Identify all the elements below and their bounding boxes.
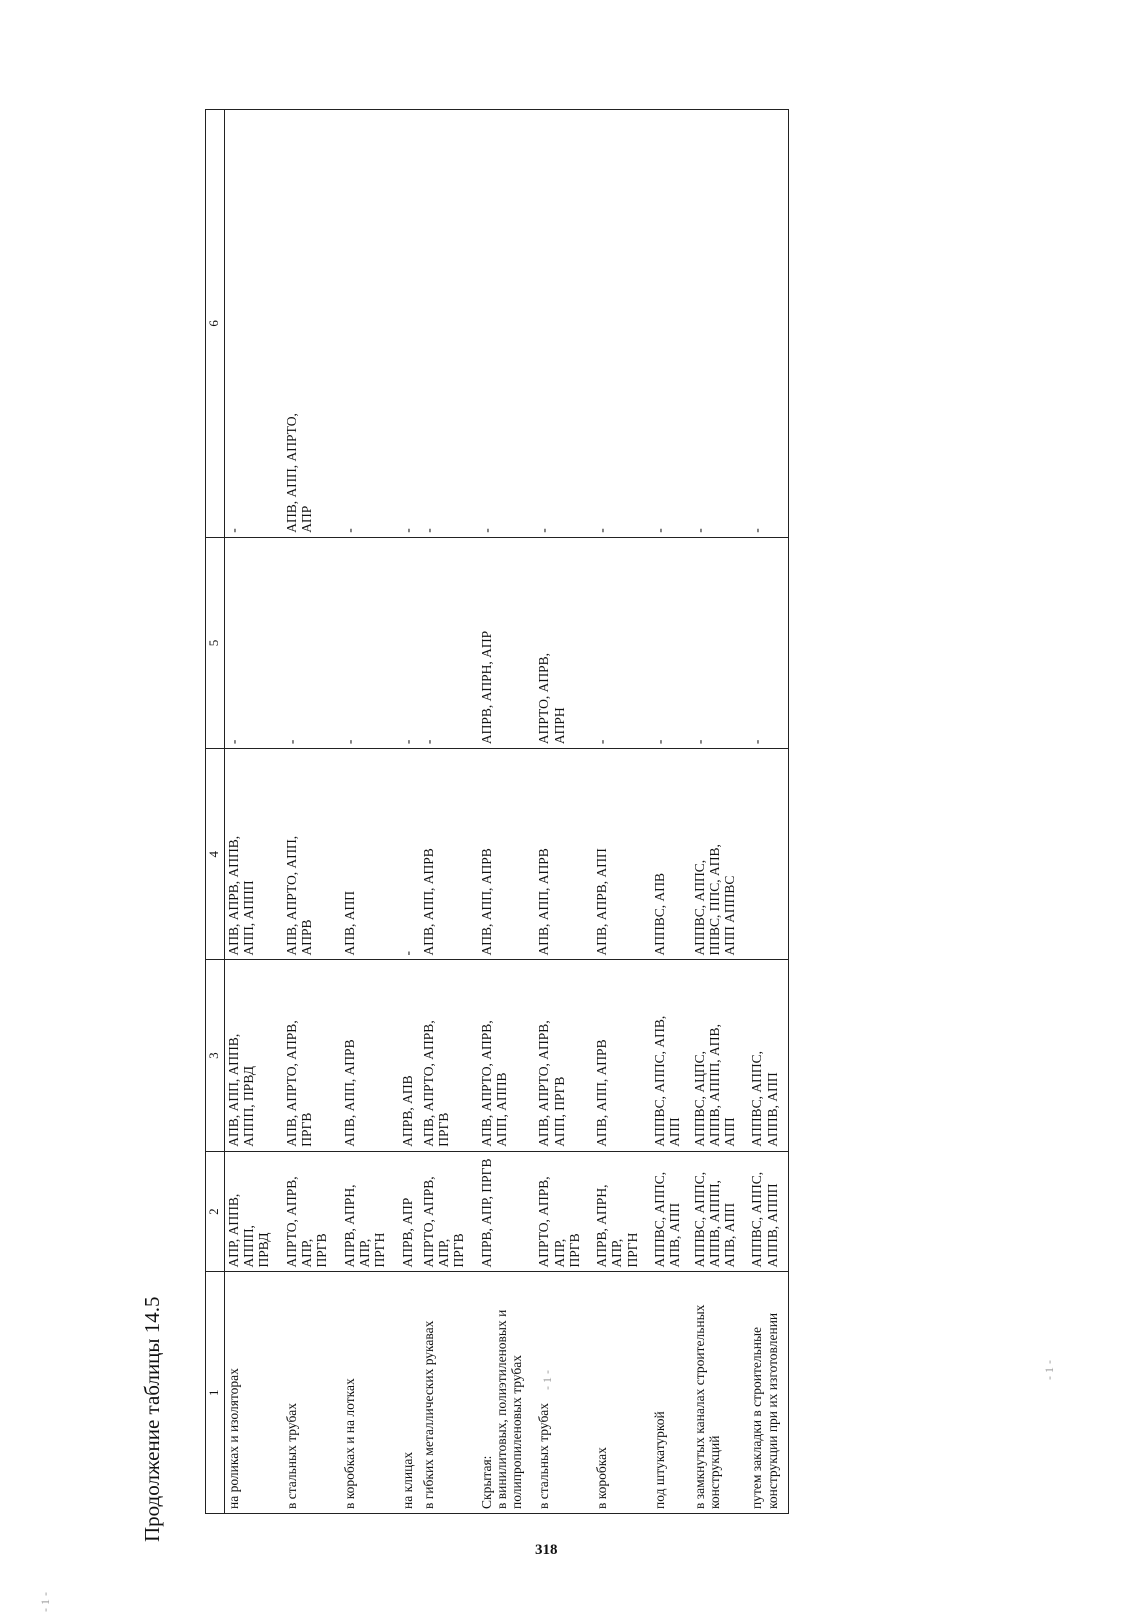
table-header-row: [206, 110, 225, 1514]
table-row: [341, 110, 399, 1514]
table-cell: АПРТО, АПРВ, АПР, ПРГВ: [535, 1151, 593, 1272]
table-row: [283, 110, 341, 1514]
table-cell: АППВС, АЦПС, АППВ, АППП, АПВ, АПП: [691, 960, 749, 1151]
table-row: [225, 110, 283, 1514]
table-cell: -: [691, 110, 749, 538]
row-label-cell: в замкнутых каналах строительных конструкций: [691, 1272, 749, 1514]
row-label-cell: в стальных трубах: [283, 1272, 341, 1514]
table-cell: -: [748, 110, 788, 538]
page-number: 318: [535, 1542, 558, 1558]
table-cell: АПВ, АПРВ, АППВ, АПП, АППП: [225, 749, 283, 960]
table-cell: АПРТО, АПРВ, АПРН: [535, 537, 593, 748]
table-cell: АПРВ, АПРН, АПР, ПРГН: [593, 1151, 651, 1272]
faint-mark: - 1 -: [540, 1370, 554, 1390]
table-row: [420, 110, 478, 1514]
table-row: [399, 110, 420, 1514]
table-cell: -: [748, 537, 788, 748]
table-cell: АПВ, АПП, АПРВ: [535, 749, 593, 960]
table-body: [225, 110, 789, 1514]
table-cell: АППВС, АППС, АППВ, АППП, АПВ, АПП: [691, 1151, 749, 1272]
table-cell: АПРВ, АПР: [399, 1151, 420, 1272]
table-row: [593, 110, 651, 1514]
row-label-cell: Скрытая: в винилитовых, полиэтиленовых и полипропиленовых трубах: [478, 1272, 536, 1514]
table-cell: АППВС, АПВ: [651, 749, 690, 960]
table-cell: АППВС, АППС, АПВ, АПП: [651, 1151, 690, 1272]
table-cell: АПВ, АПРВ, АПП: [593, 749, 651, 960]
table-cell: -: [691, 537, 749, 748]
table-cell: АПВ, АПРТО, АПП, АПРВ: [283, 749, 341, 960]
table-cell: АПРВ, АПРН, АПР, ПРГН: [341, 1151, 399, 1272]
table-row: [535, 110, 593, 1514]
table-cell: -: [478, 110, 536, 538]
table-container: [205, 109, 789, 1514]
table-cell: АПРТО, АПРВ, АПР, ПРГВ: [420, 1151, 478, 1272]
table-cell: -: [420, 537, 478, 748]
table-cell: -: [593, 537, 651, 748]
column-header: 2: [206, 1151, 225, 1272]
table-cell: АПРВ, АПР, ПРГВ: [478, 1151, 536, 1272]
table-cell: -: [651, 537, 690, 748]
table-cell: -: [283, 537, 341, 748]
row-label-cell: в коробках: [593, 1272, 651, 1514]
table-cell: [748, 749, 788, 960]
table-cell: АПВ, АПП, АПРВ: [478, 749, 536, 960]
column-header: 4: [206, 749, 225, 960]
table-cell: АПВ, АПП, АПРВ: [420, 749, 478, 960]
row-label-cell: под штукатуркой: [651, 1272, 690, 1514]
table-cell: -: [420, 110, 478, 538]
table-cell: -: [399, 110, 420, 538]
table-cell: АПВ, АПРТО, АПРВ, АПП, АППВ: [478, 960, 536, 1151]
row-label-cell: на роликах и изоляторах: [225, 1272, 283, 1514]
column-header: 1: [206, 1272, 225, 1514]
table-cell: АПВ, АПП, АПРВ: [593, 960, 651, 1151]
table-caption: Продолжение таблицы 14.5: [140, 1296, 164, 1542]
table-cell: -: [341, 110, 399, 538]
table-cell: АПРТО, АПРВ, АПР, ПРГВ: [283, 1151, 341, 1272]
row-label-cell: в стальных трубах: [535, 1272, 593, 1514]
table-cell: -: [535, 110, 593, 538]
table-cell: -: [593, 110, 651, 538]
row-label-cell: в коробках и на лотках: [341, 1272, 399, 1514]
faint-mark: - 1 -: [1042, 1360, 1056, 1380]
table-cell: АПРВ, АПВ: [399, 960, 420, 1151]
table-cell: АПВ, АПП, АППВ, АППП, ПРВД: [225, 960, 283, 1151]
table-cell: АПВ, АПРТО, АПРВ, ПРГВ: [283, 960, 341, 1151]
table-cell: АПВ, АПРТО, АПРВ, ПРГВ: [420, 960, 478, 1151]
table-cell: -: [651, 110, 690, 538]
table-cell: АППВС, АППС, АППВ, АПП: [748, 960, 788, 1151]
table-cell: -: [225, 537, 283, 748]
column-header: 6: [206, 110, 225, 538]
table-cell: АПРВ, АПРН, АПР: [478, 537, 536, 748]
table-row: [691, 110, 749, 1514]
table-cell: -: [399, 537, 420, 748]
row-label-cell: путем закладки в строительные конструкции при их изготовлении: [748, 1272, 788, 1514]
table-cell: АПВ, АПП, АПРВ: [341, 960, 399, 1151]
table-cell: АППВС, АППС, АППВ, АППП: [748, 1151, 788, 1272]
table-cell: -: [341, 537, 399, 748]
row-label-cell: в гибких металлических рукавах: [420, 1272, 478, 1514]
table-cell: АППВС, АППС, АПВ, АПП: [651, 960, 690, 1151]
table-cell: -: [225, 110, 283, 538]
row-label-cell: на клицах: [399, 1272, 420, 1514]
table-cell: АПВ, АПРТО, АПРВ, АПП, ПРГВ: [535, 960, 593, 1151]
table-cell: АПВ, АПП, АПРТО, АПР: [283, 110, 341, 538]
table-cell: АППВС, АППС, ППВС, ППС, АПВ, АПП АППВС: [691, 749, 749, 960]
column-header: 5: [206, 537, 225, 748]
faint-mark: - 1 -: [38, 1592, 52, 1612]
table-row: [651, 110, 690, 1514]
table-cell: АПВ, АПП: [341, 749, 399, 960]
wire-table: [205, 109, 789, 1514]
table-row: [748, 110, 788, 1514]
table-cell: АПР, АППВ, АППП, ПРВД: [225, 1151, 283, 1272]
table-cell: -: [399, 749, 420, 960]
column-header: 3: [206, 960, 225, 1151]
table-row: [478, 110, 536, 1514]
